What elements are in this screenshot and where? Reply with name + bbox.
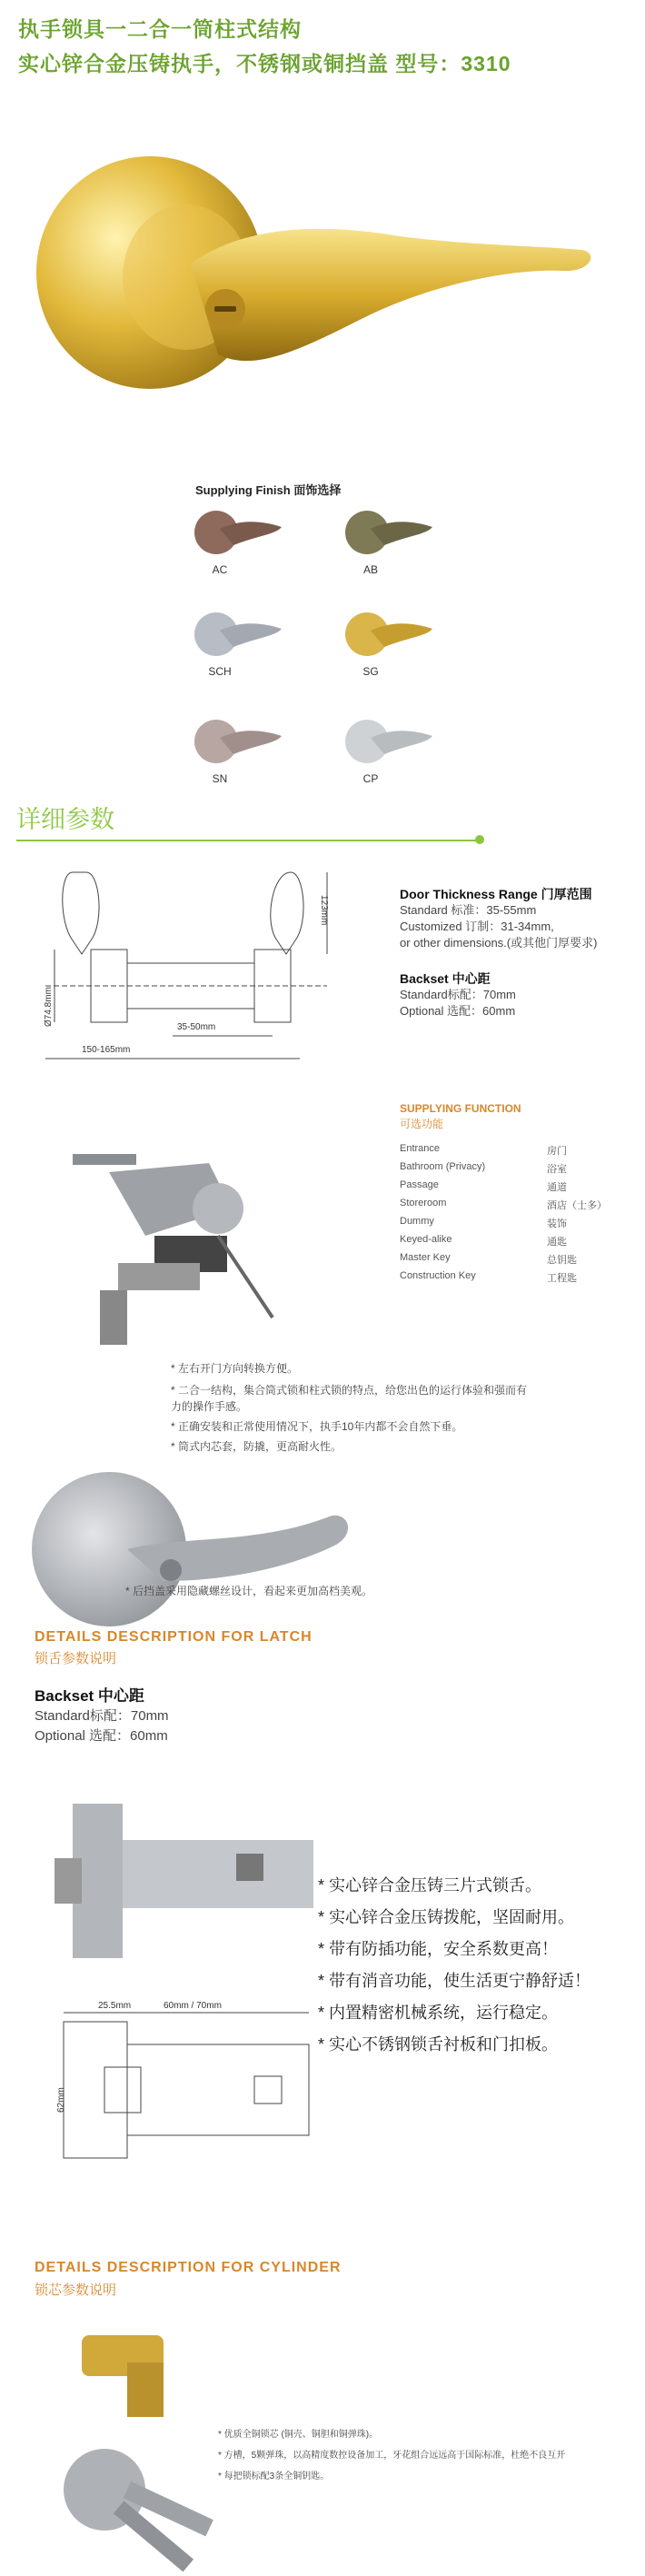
dim-123: 123mm (319, 895, 329, 926)
finish-label: CP (362, 772, 379, 785)
door-title: Door Thickness Range 门厚范围 (400, 887, 592, 901)
note-line: 力的操作手感。 (171, 1400, 248, 1413)
dim-62: 62mm (56, 2087, 66, 2113)
dim-74: Ø74.8mm (44, 987, 54, 1027)
finish-ac-handle (193, 509, 283, 559)
cylinder-subtitle: 锁芯参数说明 (35, 2283, 117, 2298)
dim-35-50: 35-50mm (177, 1022, 216, 1032)
function-row: Master Key 总钥匙 (400, 1252, 577, 1266)
note-line: * 二合一结构，集合筒式锁和柱式锁的特点，给您出色的运行体验和强而有 (171, 1384, 528, 1397)
dim-150-165: 150-165mm (82, 1045, 131, 1055)
cylinder-title: DETAILS DESCRIPTION FOR CYLINDER (35, 2260, 342, 2275)
function-row: Bathroom (Privacy) 浴室 (400, 1161, 567, 1175)
latch-optional: Optional 选配：60mm (35, 1728, 168, 1744)
latch-feature: * 实心锌合金压铸拨舵，坚固耐用。 (318, 1908, 575, 1926)
latch-feature: * 实心锌合金压铸三片式锁舌。 (318, 1876, 542, 1895)
feature-notes (171, 1360, 589, 1455)
rose-note: * 后挡盖采用隐藏螺丝设计，看起来更加高档美观。 (125, 1585, 373, 1597)
latch-feature: * 带有防插功能，安全系数更高！ (318, 1940, 559, 1958)
function-list (400, 1143, 618, 1288)
finish-item-sg (343, 611, 434, 678)
backset-spec (400, 970, 516, 1019)
latch-feature: * 实心不锈钢锁舌衬板和门扣板。 (318, 2035, 559, 2054)
finish-sch-handle (193, 611, 283, 661)
satin-handle-image (27, 1463, 391, 1636)
finish-item-ab (343, 509, 434, 576)
latch-subtitle: 锁舌参数说明 (35, 1651, 117, 1666)
latch-feature: * 带有消音功能，使生活更宁静舒适！ (318, 1972, 591, 1990)
main-handle-image (0, 154, 645, 482)
function-row: Storeroom 酒店（士多） (400, 1198, 607, 1211)
product-title: 执手锁具一二合一筒柱式结构 (18, 17, 302, 41)
function-row: Dummy 装饰 (400, 1216, 567, 1229)
cylinder-notes (218, 2424, 636, 2487)
finish-title: Supplying Finish 面饰选择 (195, 483, 342, 497)
function-subtitle: 可选功能 (400, 1118, 444, 1130)
latch-feature: * 内置精密机械系统，运行稳定。 (318, 2004, 559, 2022)
finish-item-cp (343, 718, 434, 785)
door-standard: Standard 标准：35-55mm (400, 903, 537, 917)
function-row: Passage 通道 (400, 1179, 567, 1193)
function-title: SUPPLYING FUNCTION (400, 1102, 521, 1115)
finish-item-ac (193, 509, 283, 576)
finish-item-sn (193, 718, 283, 785)
cylinder-note: * 方槽，5颗弹珠，以高精度数控设备加工，牙花组合远远高于国际标准，杜绝不良互开 (218, 2451, 566, 2461)
section-heading: 详细参数 (16, 806, 114, 833)
cylinder-image (27, 2308, 227, 2576)
finish-sg-handle (343, 611, 434, 661)
latch-standard: Standard标配：70mm (35, 1708, 169, 1724)
note-line: * 左右开门方向转换方便。 (171, 1362, 299, 1375)
backset-standard: Standard标配：70mm (400, 988, 516, 1001)
product-subtitle: 实心锌合金压铸执手，不锈钢或铜挡盖 型号：3310 (18, 52, 511, 75)
latch-backset-title: Backset 中心距 (35, 1687, 144, 1705)
finish-label: AC (212, 563, 228, 576)
function-row: Entrance 房门 (400, 1143, 567, 1157)
latch-title: DETAILS DESCRIPTION FOR LATCH (35, 1629, 313, 1645)
latch-backset (35, 1686, 169, 1746)
door-spec (400, 886, 597, 951)
dim-25-5: 25.5mm (98, 2001, 132, 2011)
function-row: Construction Key 工程匙 (400, 1270, 577, 1284)
section-divider (16, 840, 481, 841)
cylinder-note: * 每把锁标配3条全铜钥匙。 (218, 2472, 330, 2482)
backset-optional: Optional 选配：60mm (400, 1004, 516, 1018)
finish-ab-handle (343, 509, 434, 559)
cylinder-note: * 优质全铜锁芯 (铜壳、铜胆和铜弹珠)。 (218, 2430, 379, 2440)
finish-item-sch (193, 611, 283, 678)
function-row: Keyed-alike 通匙 (400, 1234, 567, 1248)
door-customized: Customized 订制：31-34mm, (400, 920, 554, 933)
divider-dot (475, 835, 484, 844)
exploded-lock-image (36, 1109, 382, 1354)
finish-sn-handle (193, 718, 283, 768)
finish-label: SN (212, 772, 228, 785)
latch-features (318, 1870, 590, 2061)
finish-label: AB (362, 563, 378, 576)
finish-label: SG (362, 665, 379, 678)
latch-image (55, 1804, 327, 1958)
finish-cp-handle (343, 718, 434, 768)
note-line: * 筒式内芯套，防撬，更高耐火性。 (171, 1440, 342, 1453)
note-line: * 正确安装和正常使用情况下，执手10年内都不会自然下垂。 (171, 1420, 463, 1433)
dim-60-70: 60mm / 70mm (164, 2001, 222, 2011)
door-other: or other dimensions.(或其他门厚要求) (400, 936, 598, 950)
backset-title: Backset 中心距 (400, 971, 491, 986)
latch-drawing (36, 2004, 327, 2163)
finish-label: SCH (208, 665, 232, 678)
